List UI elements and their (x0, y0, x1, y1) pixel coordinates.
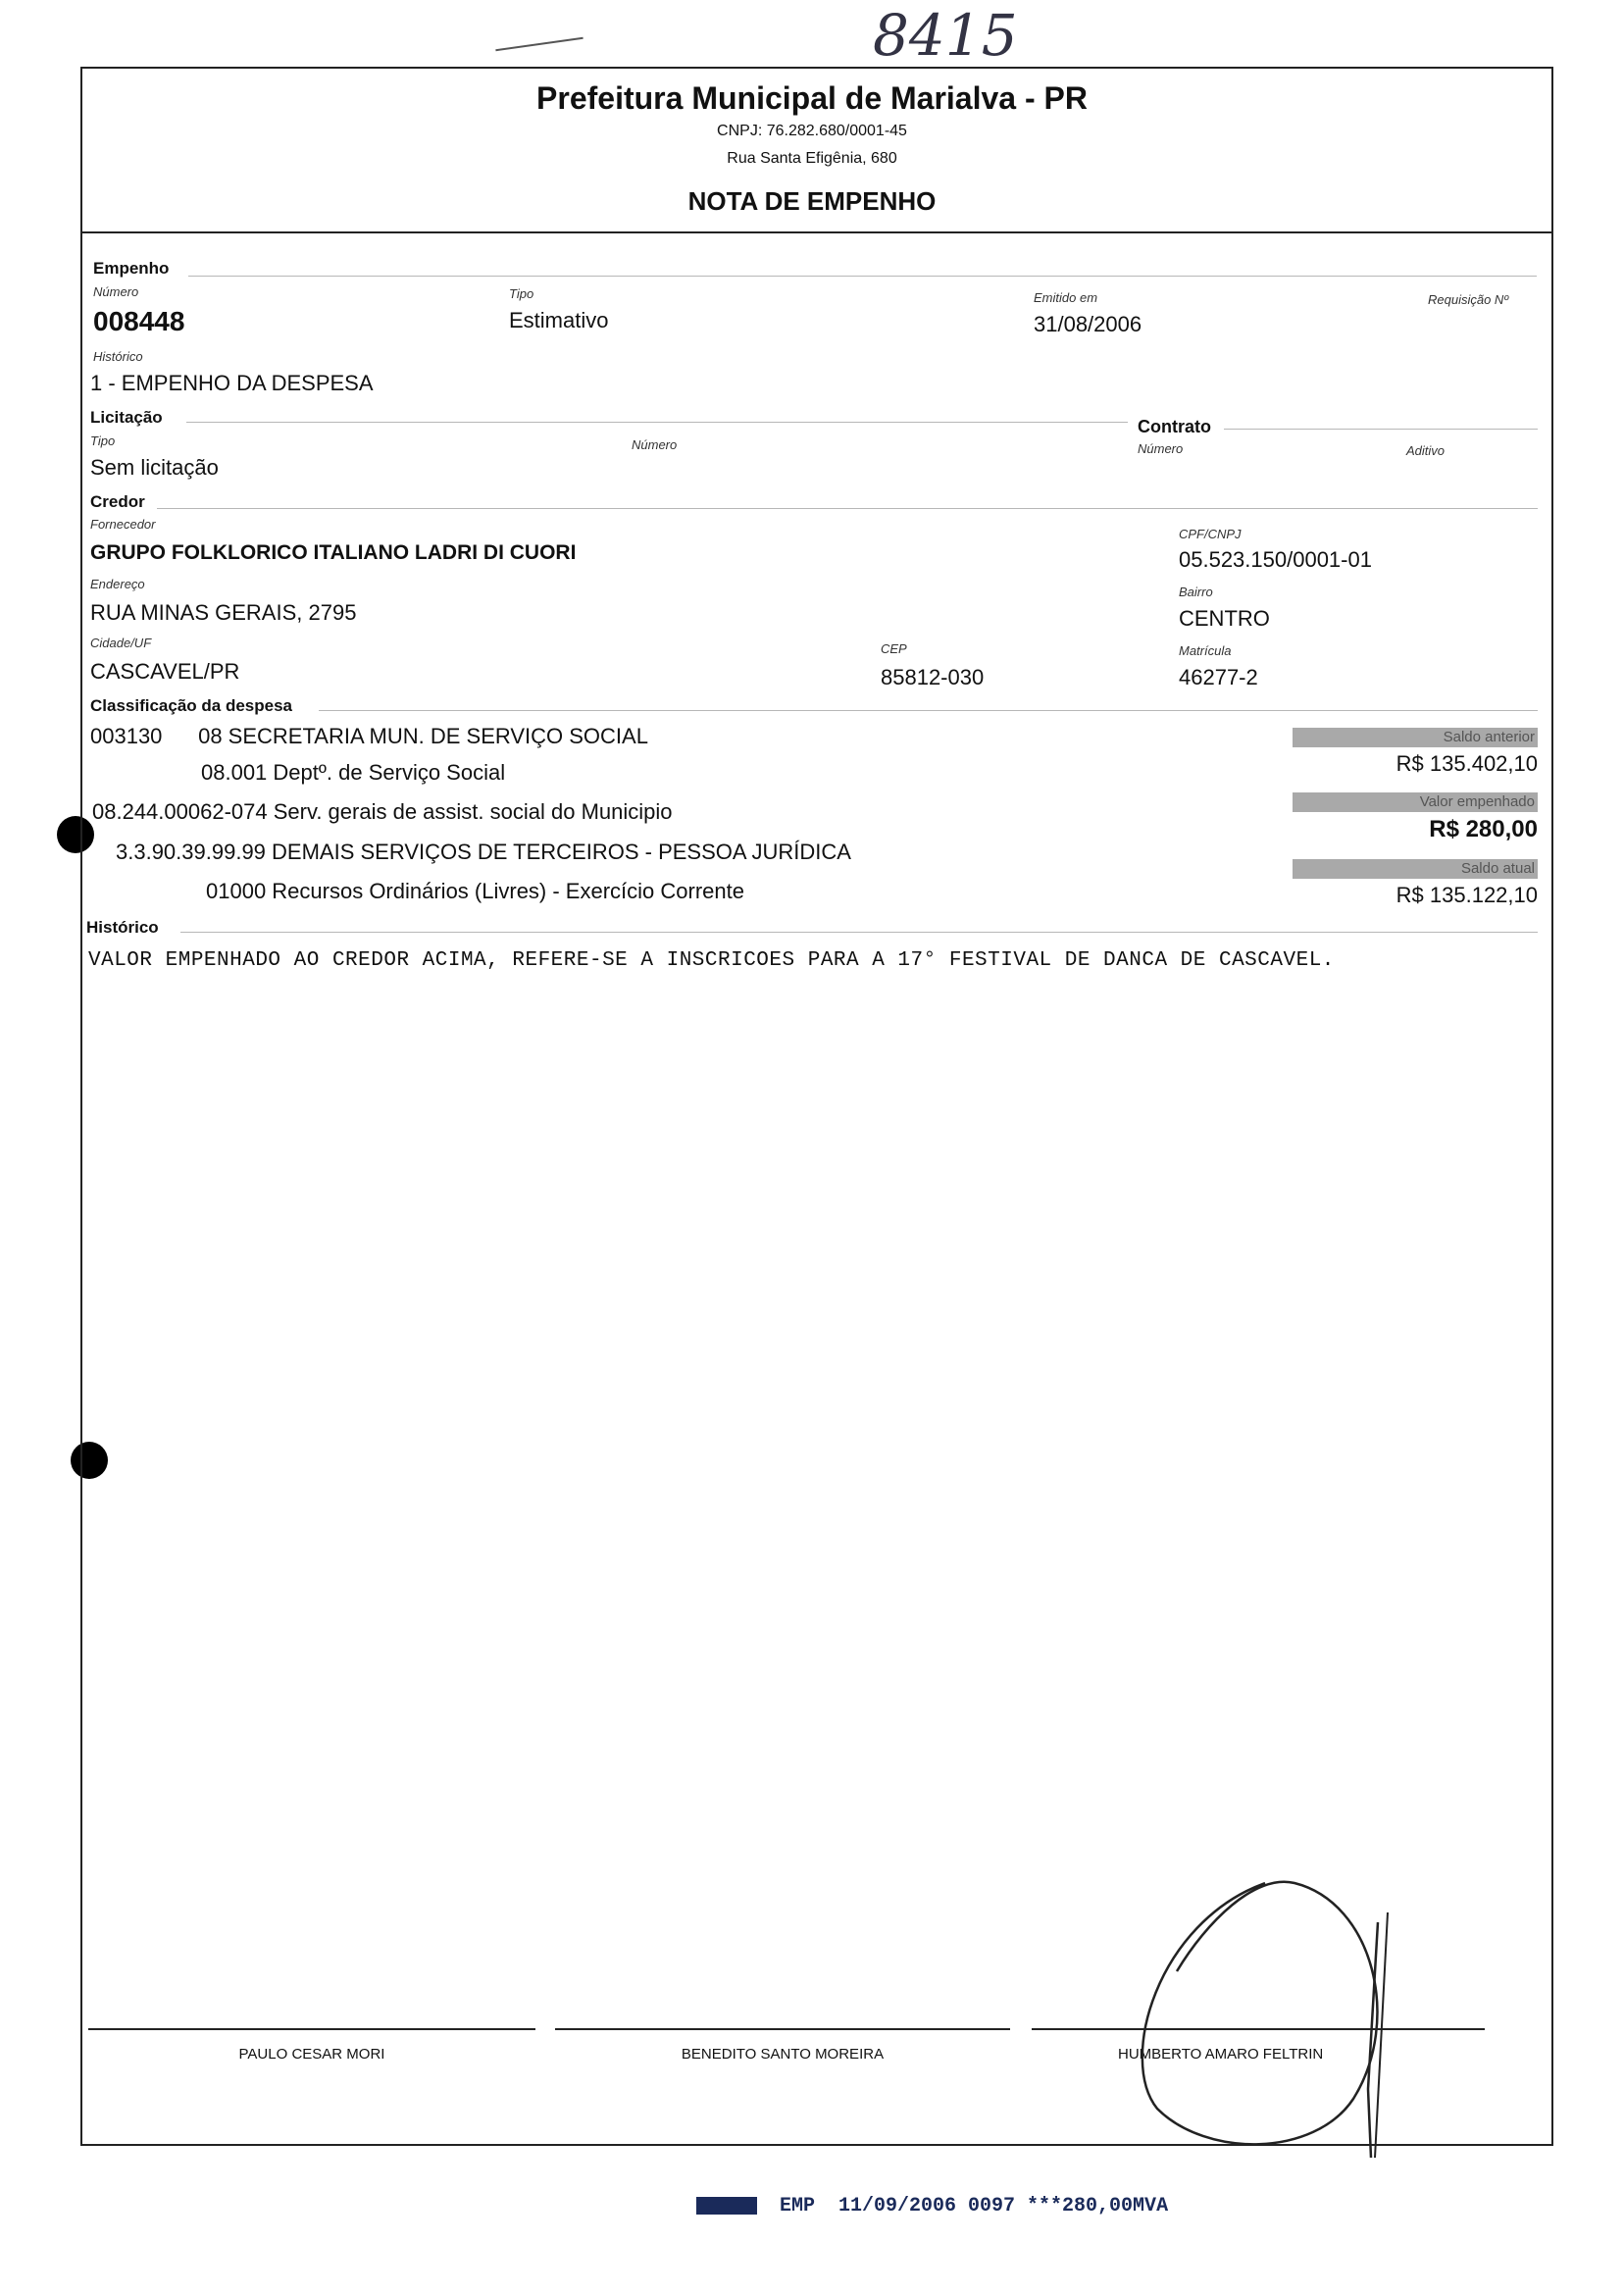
section-historico: Histórico (86, 918, 159, 937)
contrato-numero-label: Número (1138, 441, 1184, 456)
cidade-value: CASCAVEL/PR (90, 659, 240, 684)
footer-stamp-logo (696, 2197, 757, 2215)
emitido-value: 31/08/2006 (1034, 312, 1142, 336)
header-divider (80, 231, 1553, 233)
section-rule (188, 276, 1537, 277)
endereco-value: RUA MINAS GERAIS, 2795 (90, 600, 357, 625)
section-rule (157, 508, 1538, 509)
signature-name: HUMBERTO AMARO FELTRIN (1118, 2046, 1324, 2063)
section-credor: Credor (90, 492, 145, 511)
handwritten-signature (1118, 1863, 1412, 2187)
saldo-anterior-label: Saldo anterior (1293, 728, 1538, 747)
section-rule (1224, 429, 1538, 430)
section-rule (180, 932, 1538, 933)
numero-label: Número (93, 284, 139, 299)
signature-name: BENEDITO SANTO MOREIRA (681, 2046, 885, 2063)
section-classificacao: Classificação da despesa (90, 696, 293, 715)
cpf-value: 05.523.150/0001-01 (1179, 547, 1372, 572)
licitacao-tipo-label: Tipo (90, 433, 116, 448)
saldo-atual-value: R$ 135.122,10 (1396, 883, 1538, 907)
bairro-label: Bairro (1179, 585, 1213, 599)
licitacao-numero-label: Número (632, 437, 678, 452)
empenho-number: 008448 (93, 306, 185, 336)
cep-value: 85812-030 (881, 665, 985, 689)
historico-text: VALOR EMPENHADO AO CREDOR ACIMA, REFERE-SE A INSCRICOES PARA A 17° FESTIVAL DE DANCA DE CASCAVEL. (88, 949, 1335, 972)
pen-mark (495, 37, 583, 52)
licitacao-tipo-value: Sem licitação (90, 455, 219, 480)
header-address: Rua Santa Efigênia, 680 (727, 150, 897, 167)
saldo-atual-label: Saldo atual (1293, 859, 1538, 879)
classificacao-line: 08.244.00062-074 Serv. gerais de assist. social do Municipio (92, 799, 673, 824)
emitido-label: Emitido em (1034, 290, 1098, 305)
signature-name: PAULO CESAR MORI (238, 2046, 385, 2063)
tipo-value: Estimativo (509, 308, 609, 332)
signature-line (88, 2028, 535, 2030)
section-rule (186, 422, 1128, 423)
section-contrato: Contrato (1138, 417, 1211, 436)
section-empenho: Empenho (93, 259, 170, 278)
footer-stamp: EMP 11/09/2006 0097 ***280,00MVA (780, 2195, 1169, 2217)
section-rule (319, 710, 1538, 711)
saldo-anterior-value: R$ 135.402,10 (1396, 751, 1538, 776)
historico-value: 1 - EMPENHO DA DESPESA (90, 371, 374, 395)
section-licitacao: Licitação (90, 408, 163, 427)
aditivo-label: Aditivo (1406, 443, 1446, 458)
page-title: Prefeitura Municipal de Marialva - PR (536, 80, 1088, 116)
matricula-label: Matrícula (1179, 643, 1232, 658)
cidade-label: Cidade/UF (90, 636, 152, 650)
bairro-value: CENTRO (1179, 606, 1270, 631)
endereco-label: Endereço (90, 577, 145, 591)
requisicao-label: Requisição Nº (1428, 292, 1509, 307)
classificacao-line: 003130 08 SECRETARIA MUN. DE SERVIÇO SOCIAL (90, 724, 648, 748)
fornecedor-label: Fornecedor (90, 517, 156, 532)
cpf-label: CPF/CNPJ (1179, 527, 1242, 541)
classificacao-line: 3.3.90.39.99.99 DEMAIS SERVIÇOS DE TERCEIROS - PESSOA JURÍDICA (116, 840, 851, 864)
historico-label: Histórico (93, 349, 143, 364)
valor-empenhado-value: R$ 280,00 (1429, 816, 1538, 842)
header-cnpj: CNPJ: 76.282.680/0001-45 (717, 123, 907, 139)
classificacao-line: 01000 Recursos Ordinários (Livres) - Exercício Corrente (206, 879, 744, 903)
signature-line (555, 2028, 1010, 2030)
matricula-value: 46277-2 (1179, 665, 1258, 689)
handwritten-number: 8415 (873, 2, 1018, 69)
fornecedor-value: GRUPO FOLKLORICO ITALIANO LADRI DI CUORI (90, 541, 577, 564)
tipo-label: Tipo (509, 286, 534, 301)
classificacao-line: 08.001 Deptº. de Serviço Social (201, 760, 506, 785)
cep-label: CEP (881, 641, 907, 656)
document-title: NOTA DE EMPENHO (687, 186, 937, 216)
valor-empenhado-label: Valor empenhado (1293, 792, 1538, 812)
